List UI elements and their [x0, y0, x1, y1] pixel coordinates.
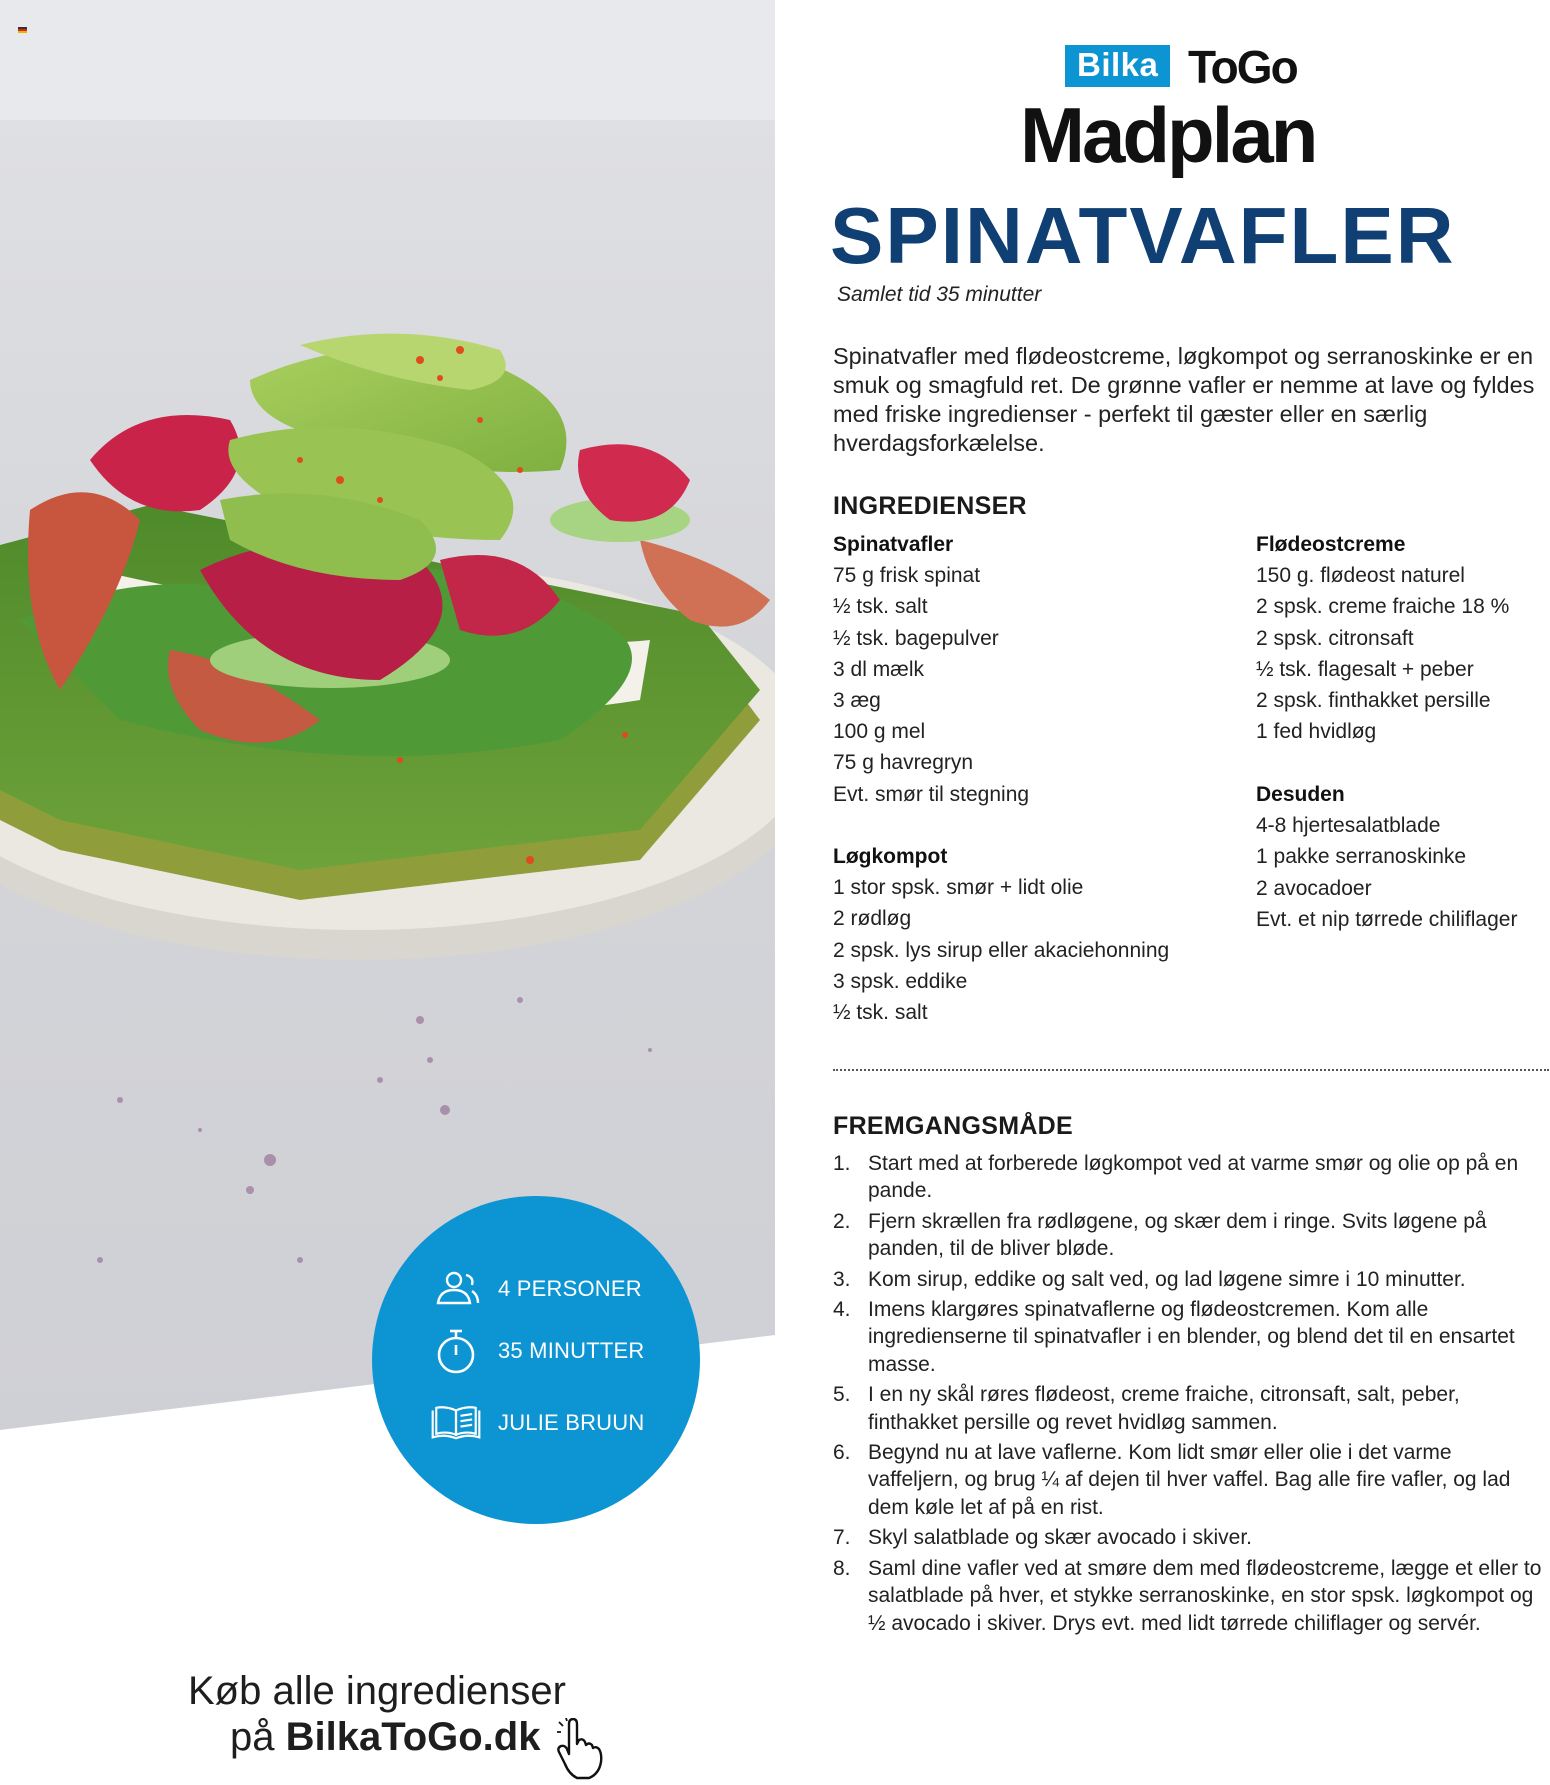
- step-number: 6.: [833, 1441, 851, 1465]
- cta-line-1: Køb alle ingredienser: [188, 1669, 566, 1713]
- ingredient-item: ½ tsk. salt: [833, 1001, 928, 1025]
- ingredients-flodeostcreme: [1256, 529, 1509, 747]
- step-text: Kom sirup, eddike og salt ved, og lad løgene simre i 10 minutter.: [868, 1267, 1466, 1291]
- ingredient-item: ½ tsk. flagesalt + peber: [1256, 657, 1474, 681]
- ingredient-item: 2 spsk. finthakket persille: [1256, 689, 1491, 713]
- method-step: [833, 1439, 1548, 1521]
- method-step: [833, 1208, 1548, 1263]
- method-step: [833, 1296, 1548, 1378]
- ingredient-item: 150 g. flødeost naturel: [1256, 564, 1465, 588]
- step-text: Begynd nu at lave vaflerne. Kom lidt smør eller olie i det varme vaffeljern, og brug ¼ af dejen til hver vaffel. Bag alle fire vafler, og lad dem køle let af på en rist.: [868, 1441, 1511, 1519]
- ingredient-item: 75 g havregryn: [833, 751, 974, 775]
- method-step: [833, 1381, 1548, 1436]
- section-divider: [833, 1069, 1549, 1071]
- method-step: [833, 1524, 1548, 1551]
- ingredient-item: ½ tsk. bagepulver: [833, 626, 999, 650]
- info-persons: [430, 1266, 642, 1312]
- recipe-photo: [0, 0, 775, 1430]
- total-time: Samlet tid 35 minutter: [837, 283, 1042, 306]
- ingredient-item: 100 g mel: [833, 720, 926, 744]
- recipe-intro: Spinatvafler med flødeostcreme, løgkompot og serranoskinke er en smuk og smagfuld ret. De grønne vafler er nemme at lave og fyldes med friske ingredienser - perfekt til gæster eller en særlig hverdagsforkælelse.: [833, 343, 1535, 456]
- step-text: Skyl salatblade og skær avocado i skiver.: [868, 1526, 1253, 1550]
- method-step: [833, 1266, 1548, 1293]
- info-persons-text: 4 PERSONER: [498, 1276, 642, 1301]
- ingredient-group-title: Desuden: [1256, 783, 1345, 806]
- step-text: Imens klargøres spinatvaflerne og flødeostcremen. Kom alle ingredienserne til spinatvafler i en blender, og blend det til en ensartet masse.: [868, 1298, 1515, 1376]
- ingredient-item: 3 dl mælk: [833, 657, 925, 681]
- cta-site-link[interactable]: BilkaToGo.dk: [285, 1715, 541, 1759]
- flag-mark-icon: [18, 20, 27, 26]
- info-time: [430, 1328, 644, 1374]
- step-text: Fjern skrællen fra rødløgene, og skær dem i ringe. Svits løgene på panden, til de bliver bløde.: [868, 1209, 1487, 1261]
- ingredients-desuden: [1256, 779, 1517, 935]
- pointing-hand-icon: [555, 1718, 607, 1785]
- step-number: 1.: [833, 1152, 851, 1175]
- info-time-text: 35 MINUTTER: [498, 1338, 645, 1363]
- ingredient-item: 3 spsk. eddike: [833, 969, 968, 993]
- ingredient-item: 75 g frisk spinat: [833, 564, 981, 588]
- ingredient-item: 3 æg: [833, 689, 881, 713]
- step-number: 5.: [833, 1383, 851, 1407]
- method-heading: FREMGANGSMÅDE: [833, 1112, 1074, 1140]
- info-author-text: JULIE BRUUN: [498, 1410, 645, 1435]
- method-step: [833, 1150, 1548, 1205]
- brand-togo: ToGo: [1188, 41, 1297, 93]
- persons-icon: [430, 1266, 482, 1312]
- cta-prefix: på: [230, 1715, 275, 1759]
- ingredient-group-title: Flødeostcreme: [1256, 533, 1406, 556]
- step-number: 2.: [833, 1209, 851, 1233]
- ingredient-item: 2 spsk. creme fraiche 18 %: [1256, 595, 1510, 619]
- ingredient-group-title: Spinatvafler: [833, 533, 954, 556]
- ingredient-item: 1 pakke serranoskinke: [1256, 845, 1467, 869]
- ingredient-item: 2 avocadoer: [1256, 876, 1372, 900]
- recipe-title: SPINATVAFLER: [830, 191, 1456, 280]
- ingredients-spinatvafler: [833, 529, 1029, 810]
- stopwatch-icon: [430, 1328, 482, 1374]
- brand-bilka: Bilka: [1065, 45, 1170, 87]
- ingredient-item: ½ tsk. salt: [833, 595, 928, 619]
- method-step: [833, 1555, 1548, 1637]
- step-text: Saml dine vafler ved at smøre dem med flødeostcreme, lægge et eller to salatblade på hver, et stykke serranoskinke, en stor spsk. løgkompot og ½ avocado i skiver. Drys evt. med lidt tørrede chiliflager og servér.: [868, 1556, 1542, 1635]
- step-number: 3.: [833, 1267, 851, 1291]
- step-text: I en ny skål røres flødeost, creme fraiche, citronsaft, salt, peber, finthakket persille og revet hvidløg sammen.: [868, 1383, 1460, 1434]
- book-icon: [430, 1400, 482, 1446]
- ingredient-item: Evt. et nip tørrede chiliflager: [1256, 907, 1518, 931]
- step-text: Start med at forberede løgkompot ved at varme smør og olie op på en pande.: [868, 1152, 1519, 1203]
- ingredient-item: Evt. smør til stegning: [833, 782, 1030, 806]
- ingredients-logkompot: [833, 841, 1169, 1028]
- brand-madplan: Madplan: [1020, 91, 1316, 179]
- ingredient-group-title: Løgkompot: [833, 845, 948, 868]
- ingredient-item: 2 spsk. lys sirup eller akaciehonning: [833, 938, 1170, 962]
- method-steps: [833, 1150, 1548, 1640]
- ingredient-item: 1 fed hvidløg: [1256, 720, 1377, 744]
- ingredient-item: 2 spsk. citronsaft: [1256, 626, 1414, 650]
- ingredient-item: 2 rødløg: [833, 907, 912, 931]
- ingredient-item: 4-8 hjertesalatblade: [1256, 814, 1441, 838]
- recipe-info-circle: [372, 1196, 700, 1524]
- step-number: 7.: [833, 1526, 851, 1550]
- ingredients-heading: INGREDIENSER: [833, 492, 1027, 520]
- ingredient-item: 1 stor spsk. smør + lidt olie: [833, 876, 1084, 900]
- info-author: [430, 1400, 644, 1446]
- step-number: 8.: [833, 1556, 851, 1580]
- step-number: 4.: [833, 1298, 851, 1322]
